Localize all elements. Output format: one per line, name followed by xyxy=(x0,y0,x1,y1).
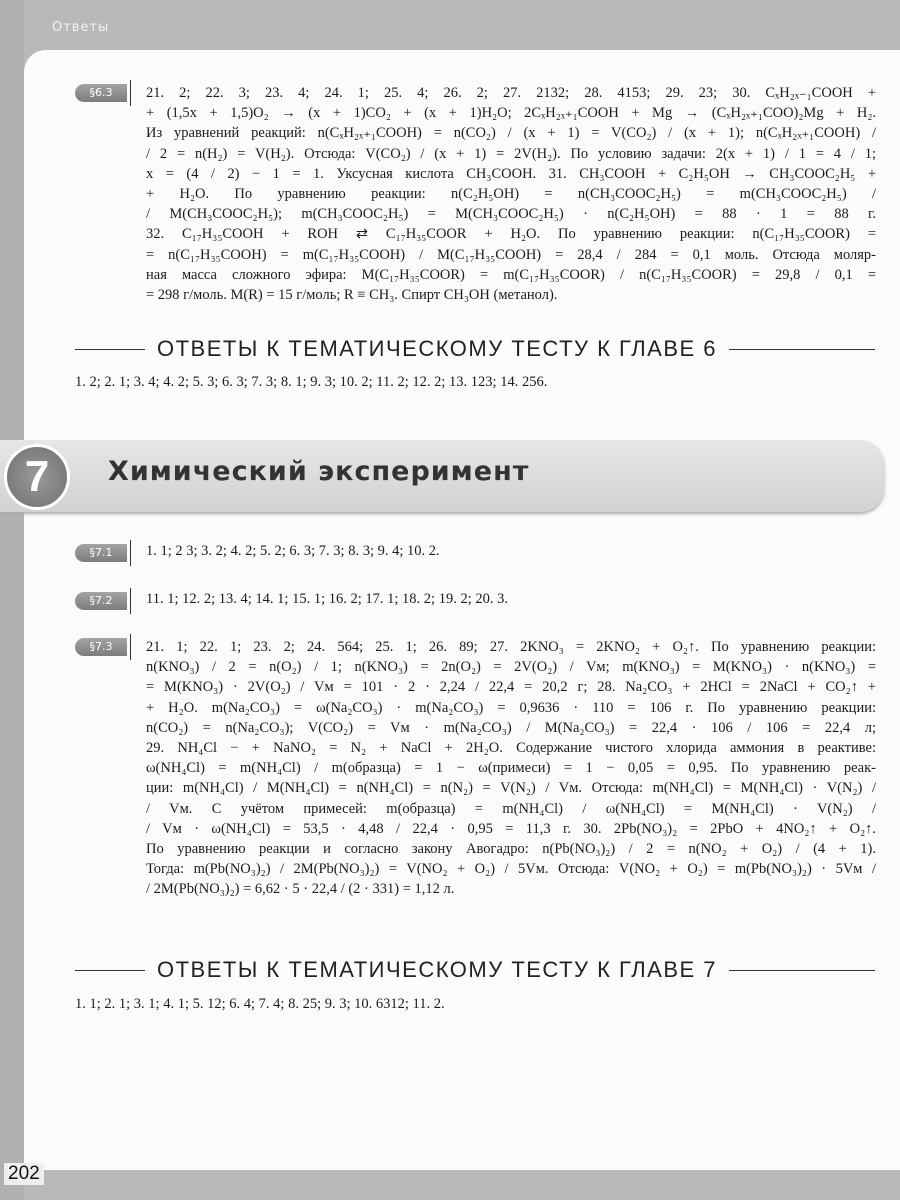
heading-text: ОТВЕТЫ К ТЕМАТИЧЕСКОМУ ТЕСТУ К ГЛАВЕ 6 xyxy=(157,336,718,361)
section-7-3 xyxy=(75,634,875,904)
text-line: ная масса сложного эфира: M(C₁₇H₃₅COOR) = m(C₁₇H₃₅COOR) / n(C₁₇H₃₅COOR) = 29,8 / 0,1 = xyxy=(146,266,876,283)
text-line: n(KNO₃) / 2 = n(O₂) / 1; n(KNO₃) = 2n(O₂) = 2V(O₂) / Vм; m(KNO₃) = M(KNO₃) · n(KNO₃) = xyxy=(146,659,876,676)
section-badge: §7.2 xyxy=(75,592,127,610)
running-head: Ответы xyxy=(52,20,110,35)
text-line: = 298 г/моль. M(R) = 15 г/моль; R ≡ CH₃. Спирт CH₃OH (метанол). xyxy=(146,286,558,303)
text-line: 32. C₁₇H₃₅COOH + ROH ⇄ C₁₇H₃₅COOR + H₂O. По уравнению реакции: n(C₁₇H₃₅COOR) = xyxy=(146,226,876,243)
test-6-heading xyxy=(75,336,875,362)
text-line: / 2M(Pb(NO₃)₂) = 6,62 · 5 · 22,4 / (2 · 331) = 1,12 л. xyxy=(146,881,455,898)
section-text: 11. 1; 12. 2; 13. 4; 14. 1; 15. 1; 16. 2; 17. 1; 18. 2; 19. 2; 20. 3. xyxy=(146,591,508,607)
section-badge: §7.1 xyxy=(75,544,127,562)
section-7-2 xyxy=(75,588,875,614)
divider xyxy=(75,970,145,971)
page-number: 202 xyxy=(4,1163,44,1185)
section-text xyxy=(146,83,876,305)
divider xyxy=(130,540,131,566)
chapter-title: Химический эксперимент xyxy=(108,456,530,487)
text-line: + H₂O. m(Na₂CO₃) = ω(Na₂CO₃) · m(Na₂CO₃) = 0,9636 · 110 = 106 г. По уравнению реакции: xyxy=(146,699,876,716)
page-margin-strip xyxy=(0,0,24,1200)
test-7-answers: 1. 1; 2. 1; 3. 1; 4. 1; 5. 12; 6. 4; 7. 4; 8. 25; 9. 3; 10. 6312; 11. 2. xyxy=(75,996,445,1012)
text-line: + H₂O. По уравнению реакции: n(C₂H₅OH) = n(CH₃COOC₂H₅) = m(CH₃COOC₂H₅) / xyxy=(146,185,876,202)
section-text xyxy=(146,637,876,899)
section-badge: §6.3 xyxy=(75,84,127,102)
text-line: 29. NH₄Cl − + NaNO₂ = N₂ + NaCl + 2H₂O. Содержание чистого хлорида аммония в реактиве: xyxy=(146,739,876,756)
divider xyxy=(130,80,131,106)
text-line: ции: m(NH₄Cl) / M(NH₄Cl) = n(NH₄Cl) = n(N₂) = V(N₂) / Vм. Отсюда: m(NH₄Cl) = M(NH₄Cl) · V(N₂) / xyxy=(146,780,876,797)
text-line: x = (4 / 2) − 1 = 1. Уксусная кислота CH₃COOH. 31. CH₃COOH + C₂H₅OH → CH₃COOC₂H₅ + xyxy=(146,165,876,182)
text-line: Из уравнений реакций: n(CₓH₂ₓ₊₁COOH) = n(CO₂) / (x + 1) = V(CO₂) / (x + 1); n(CₓH₂ₓ₊₁COOH) / xyxy=(146,125,876,142)
text-line: = M(KNO₃) · 2V(O₂) / Vм = 101 · 2 · 2,24 / 22,4 = 20,2 г; 28. Na₂CO₃ + 2HCl = 2NaCl + CO₂↑ + xyxy=(146,679,876,696)
chapter-number: 7 xyxy=(4,444,70,510)
test-6-answers: 1. 2; 2. 1; 3. 4; 4. 2; 5. 3; 6. 3; 7. 3; 8. 1; 9. 3; 10. 2; 11. 2; 12. 2; 13. 123; 14. 256. xyxy=(75,374,548,390)
text-line: Тогда: m(Pb(NO₃)₂) / 2M(Pb(NO₃)₂) = V(NO₂ + O₂) / 5Vм. Отсюда: V(NO₂ + O₂) = m(Pb(NO₃)₂) · 5Vм / xyxy=(146,861,876,878)
divider xyxy=(75,349,145,350)
text-line: / Vм. С учётом примесей: m(образца) = m(NH₄Cl) / ω(NH₄Cl) = M(NH₄Cl) · V(N₂) / xyxy=(146,800,876,817)
section-text: 1. 1; 2 3; 3. 2; 4. 2; 5. 2; 6. 3; 7. 3; 8. 3; 9. 4; 10. 2. xyxy=(146,543,440,559)
heading-text: ОТВЕТЫ К ТЕМАТИЧЕСКОМУ ТЕСТУ К ГЛАВЕ 7 xyxy=(157,957,718,982)
divider xyxy=(729,349,875,350)
text-line: / M(CH₃COOC₂H₅); m(CH₃COOC₂H₅) = M(CH₃COOC₂H₅) · n(C₂H₅OH) = 88 · 1 = 88 г. xyxy=(146,206,876,223)
text-line: 21. 2; 22. 3; 23. 4; 24. 1; 25. 4; 26. 2; 27. 2132; 28. 4153; 29. 23; 30. CₓH₂ₓ₋₁COOH + xyxy=(146,85,876,101)
text-line: / Vм · ω(NH₄Cl) = 53,5 · 4,48 / 22,4 · 0,95 = 11,3 г. 30. 2Pb(NO₃)₂ = 2PbO + 4NO₂↑ + O₂↑. xyxy=(146,820,876,837)
text-line: ω(NH₄Cl) = m(NH₄Cl) / m(образца) = 1 − ω(примеси) = 1 − 0,05 = 0,95. По уравнению реак- xyxy=(146,760,876,777)
divider xyxy=(729,970,875,971)
divider xyxy=(130,634,131,660)
text-line: = n(C₁₇H₃₅COOH) = m(C₁₇H₃₅COOH) / M(C₁₇H₃₅COOH) = 28,4 / 284 = 0,1 моль. Отсюда моляр- xyxy=(146,246,876,263)
section-7-1 xyxy=(75,540,875,566)
text-line: / 2 = n(H₂) = V(H₂). Отсюда: V(CO₂) / (x + 1) = 2V(H₂). По условию задачи: 2(x + 1) / 1 = 4 / 1; xyxy=(146,145,876,162)
text-line: По уравнению реакции и согласно закону Авогадро: n(Pb(NO₃)₂) / 2 = n(NO₂ + O₂) / (4 + 1). xyxy=(146,840,876,857)
text-line: n(CO₂) = n(Na₂CO₃); V(CO₂) = Vм · m(Na₂CO₃) / M(Na₂CO₃) = 22,4 · 106 / 106 = 22,4 л; xyxy=(146,719,876,736)
text-line: + (1,5x + 1,5)O₂ → (x + 1)CO₂ + (x + 1)H₂O; 2CₓH₂ₓ₊₁COOH + Mg → (CₓH₂ₓ₊₁COO)₂Mg + H₂. xyxy=(146,105,876,122)
divider xyxy=(130,588,131,614)
test-7-heading xyxy=(75,957,875,983)
text-line: 21. 1; 22. 1; 23. 2; 24. 564; 25. 1; 26. 89; 27. 2KNO₃ = 2KNO₂ + O₂↑. По уравнению реакции: xyxy=(146,639,876,655)
section-6-3 xyxy=(75,80,876,303)
section-badge: §7.3 xyxy=(75,638,127,656)
